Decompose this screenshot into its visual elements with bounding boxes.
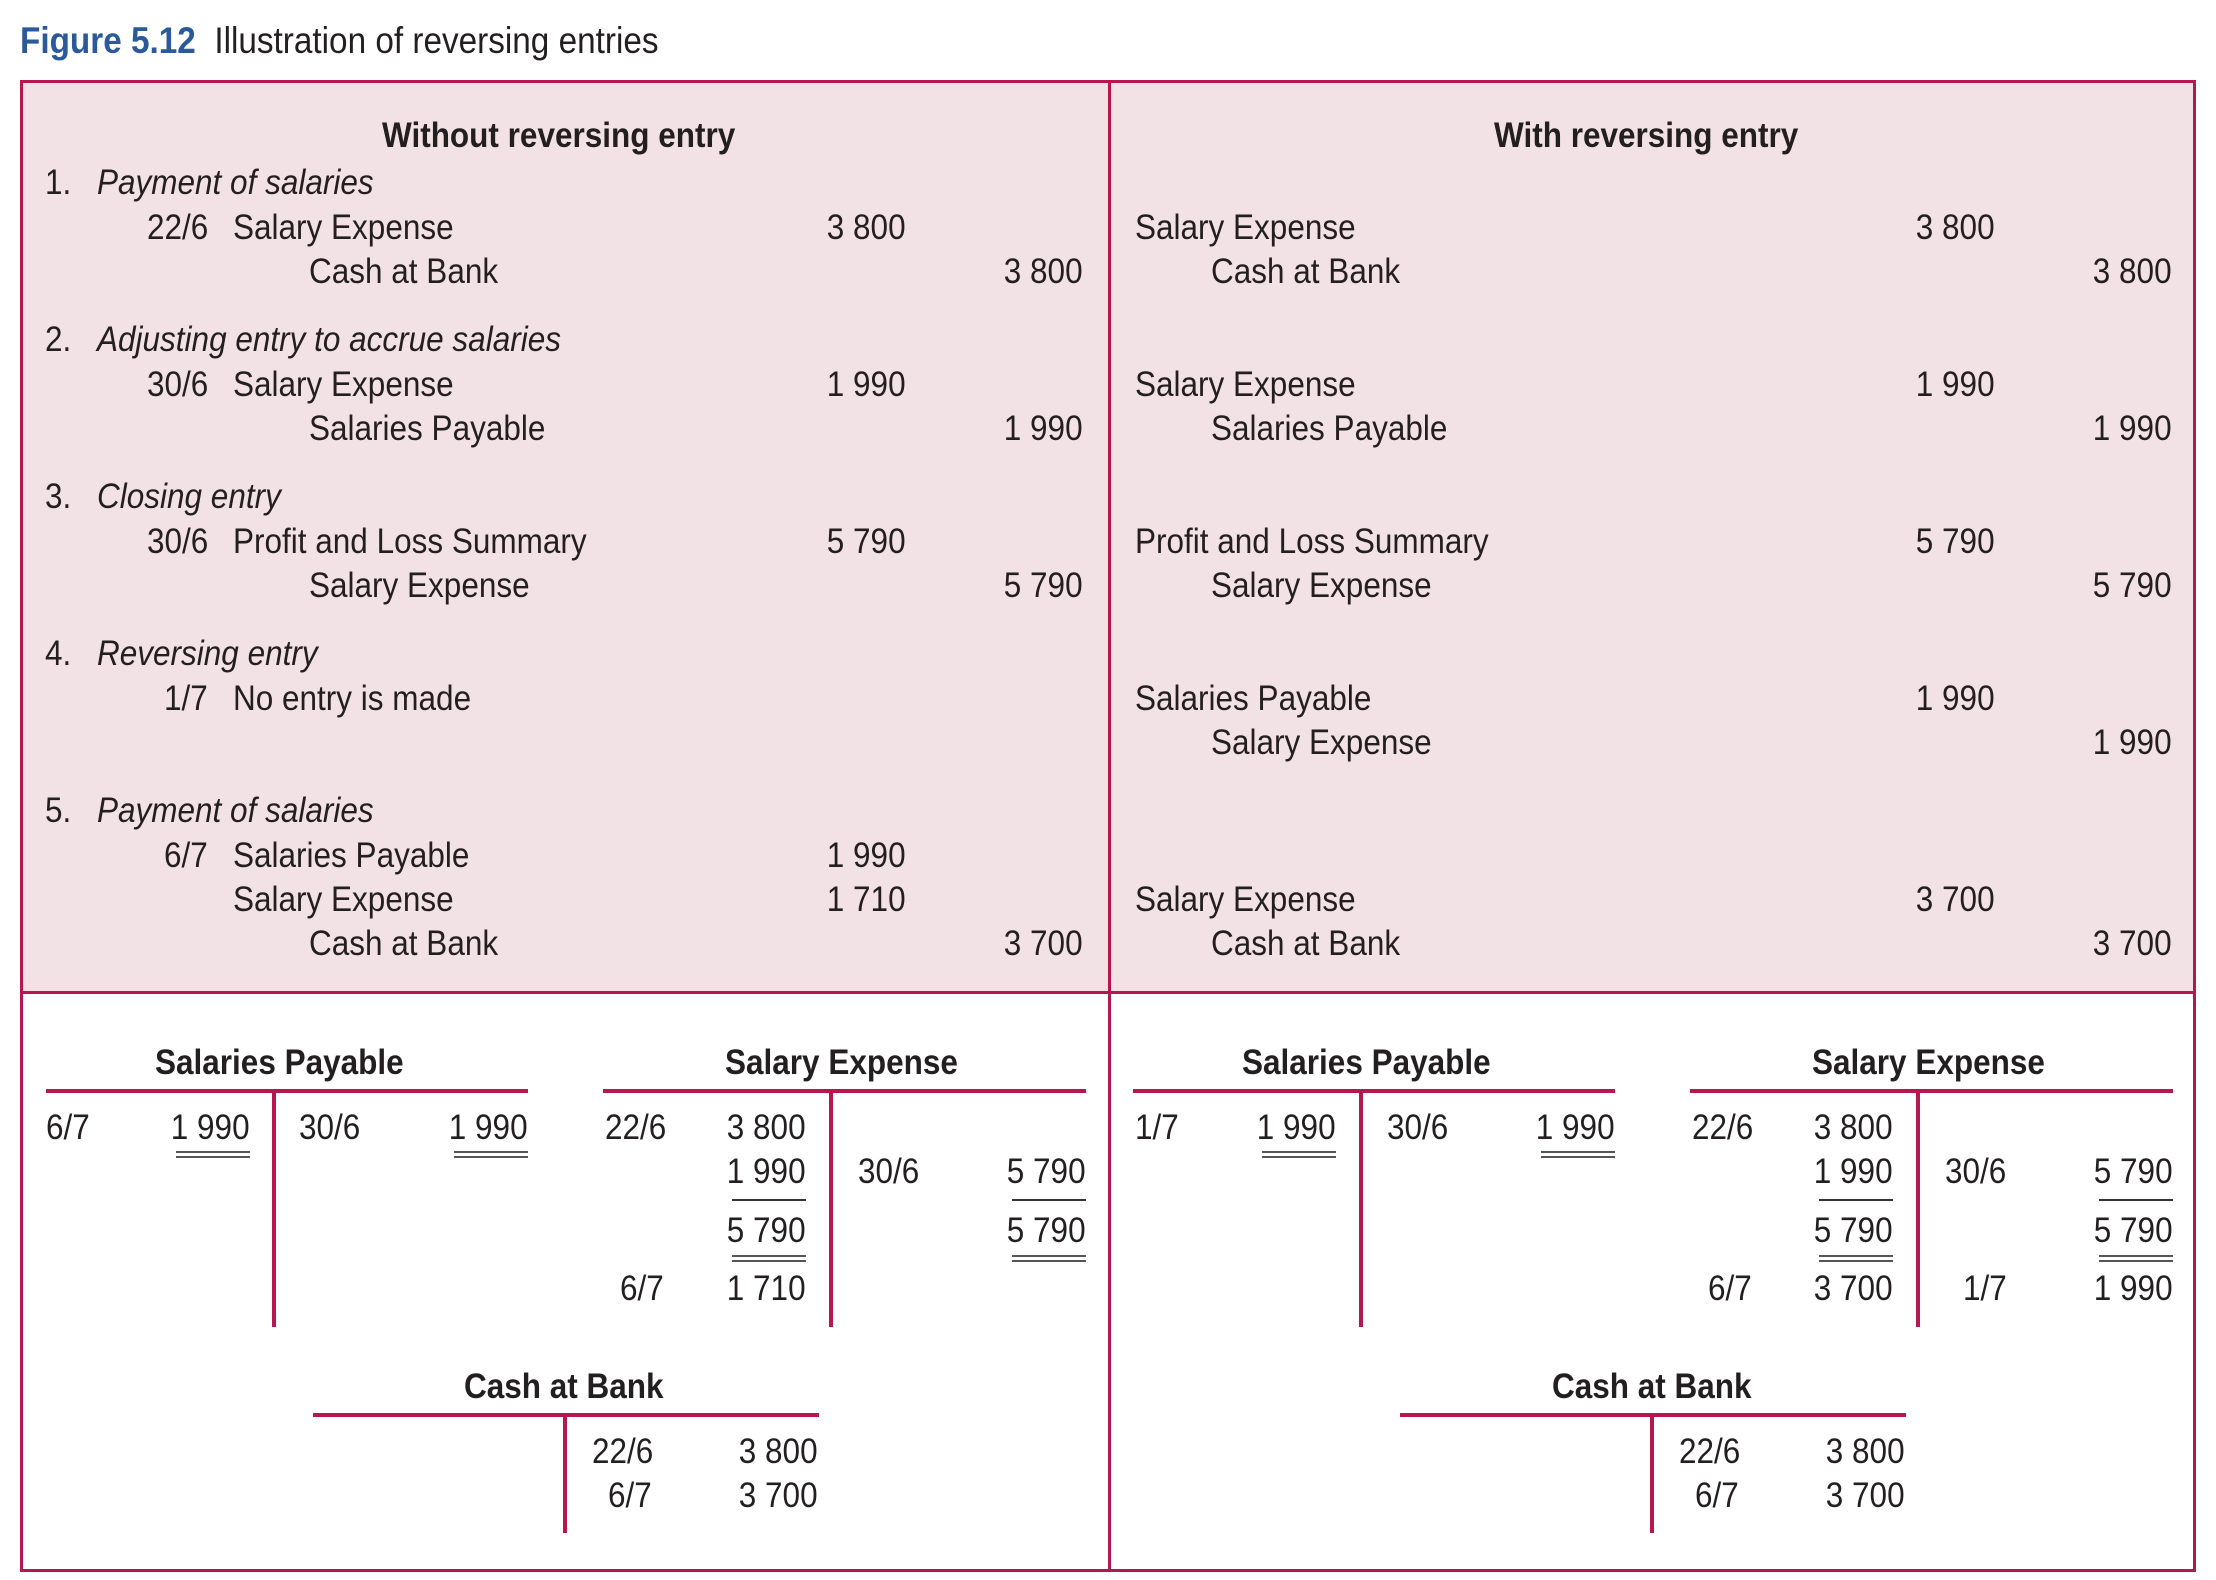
- entry-account: Cash at Bank: [309, 924, 499, 963]
- ledger-amount: 3 700: [739, 1476, 818, 1515]
- t-account-stem: [1916, 1089, 1920, 1327]
- entry-credit: 1 990: [2093, 723, 2172, 762]
- entry-credit: 3 700: [1004, 924, 1083, 963]
- ledger-date: 1/7: [1135, 1108, 1179, 1147]
- section-divider: [20, 991, 2196, 994]
- right-heading: With reversing entry: [1494, 116, 1799, 155]
- entry-account: Cash at Bank: [309, 252, 499, 291]
- entry-account: Salaries Payable: [233, 836, 470, 875]
- ledger-date: 22/6: [605, 1108, 667, 1147]
- ledger-date: 6/7: [1708, 1269, 1752, 1308]
- entry-account: Salary Expense: [309, 566, 530, 605]
- ledger-amount: 1 990: [1257, 1108, 1336, 1147]
- ledger-amount: 1 990: [449, 1108, 528, 1147]
- ledger-amount: 1 990: [727, 1152, 806, 1191]
- ledger-date: 30/6: [299, 1108, 361, 1147]
- double-underline: [176, 1151, 250, 1158]
- entry-account: Salary Expense: [1135, 880, 1356, 919]
- double-underline: [1541, 1151, 1615, 1158]
- ledger-title: Salary Expense: [725, 1043, 958, 1082]
- ledger-total: 5 790: [1007, 1211, 1086, 1250]
- step-title: Closing entry: [97, 477, 281, 516]
- entry-credit: 3 700: [2093, 924, 2172, 963]
- t-account-top: [603, 1089, 1086, 1093]
- entry-account: Salary Expense: [233, 880, 454, 919]
- step-number: 1.: [45, 163, 72, 202]
- figure-caption: [20, 20, 659, 62]
- ledger-date: 1/7: [1963, 1269, 2007, 1308]
- entry-account: Salary Expense: [1135, 365, 1356, 404]
- entry-debit: 3 800: [827, 208, 906, 247]
- step-number: 5.: [45, 791, 72, 830]
- double-underline: [1012, 1255, 1086, 1262]
- entry-account: Salary Expense: [233, 208, 454, 247]
- ledger-amount: 3 800: [1826, 1432, 1905, 1471]
- entry-debit: 1 990: [1916, 679, 1995, 718]
- double-underline: [1262, 1151, 1336, 1158]
- single-underline: [1819, 1199, 1893, 1201]
- ledger-date: 22/6: [592, 1432, 654, 1471]
- entry-debit: 5 790: [827, 522, 906, 561]
- t-account-top: [1133, 1089, 1615, 1093]
- entry-debit: 5 790: [1916, 522, 1995, 561]
- ledger-amount: 1 990: [171, 1108, 250, 1147]
- t-account-stem: [563, 1413, 567, 1533]
- t-account-stem: [1650, 1413, 1654, 1533]
- ledger-amount: 3 800: [727, 1108, 806, 1147]
- t-account-top: [1690, 1089, 2173, 1093]
- entry-date: 22/6: [147, 208, 209, 247]
- t-account-top: [46, 1089, 528, 1093]
- double-underline: [454, 1151, 528, 1158]
- entry-account: No entry is made: [233, 679, 472, 718]
- entry-account: Salaries Payable: [1135, 679, 1372, 718]
- ledger-amount: 3 800: [1814, 1108, 1893, 1147]
- entry-date: 30/6: [147, 365, 209, 404]
- double-underline: [732, 1255, 806, 1262]
- entry-credit: 3 800: [1004, 252, 1083, 291]
- entry-account: Salaries Payable: [309, 409, 546, 448]
- ledger-title: Cash at Bank: [1552, 1367, 1752, 1406]
- entry-credit: 3 800: [2093, 252, 2172, 291]
- step-number: 3.: [45, 477, 72, 516]
- entry-account: Profit and Loss Summary: [1135, 522, 1489, 561]
- single-underline: [732, 1199, 806, 1201]
- t-account-stem: [829, 1089, 833, 1327]
- ledger-amount: 5 790: [1007, 1152, 1086, 1191]
- ledger-date: 30/6: [1945, 1152, 2007, 1191]
- entry-account: Salary Expense: [1211, 723, 1432, 762]
- step-title: Adjusting entry to accrue salaries: [97, 320, 561, 359]
- ledger-total: 5 790: [1814, 1211, 1893, 1250]
- entry-debit: 3 800: [1916, 208, 1995, 247]
- entry-debit: 1 990: [1916, 365, 1995, 404]
- step-number: 4.: [45, 634, 72, 673]
- ledger-title: Salaries Payable: [1242, 1043, 1491, 1082]
- entry-account: Cash at Bank: [1211, 924, 1401, 963]
- entry-date: 1/7: [164, 679, 208, 718]
- center-divider: [1108, 80, 1111, 1572]
- step-title: Payment of salaries: [97, 163, 374, 202]
- entry-debit: 3 700: [1916, 880, 1995, 919]
- ledger-date: 6/7: [620, 1269, 664, 1308]
- ledger-title: Cash at Bank: [464, 1367, 664, 1406]
- ledger-amount: 1 990: [2094, 1269, 2173, 1308]
- figure-title: Illustration of reversing entries: [214, 20, 659, 61]
- entry-account: Salary Expense: [1211, 566, 1432, 605]
- entry-debit: 1 990: [827, 365, 906, 404]
- ledger-amount: 1 990: [1536, 1108, 1615, 1147]
- left-heading: Without reversing entry: [382, 116, 736, 155]
- step-number: 2.: [45, 320, 72, 359]
- ledger-amount: 1 710: [727, 1269, 806, 1308]
- entry-credit: 5 790: [2093, 566, 2172, 605]
- entry-debit: 1 990: [827, 836, 906, 875]
- ledger-date: 22/6: [1692, 1108, 1754, 1147]
- single-underline: [2099, 1199, 2173, 1201]
- double-underline: [1819, 1255, 1893, 1262]
- ledger-date: 30/6: [858, 1152, 920, 1191]
- ledger-date: 6/7: [1695, 1476, 1739, 1515]
- entry-account: Salaries Payable: [1211, 409, 1448, 448]
- entry-account: Cash at Bank: [1211, 252, 1401, 291]
- ledger-date: 22/6: [1679, 1432, 1741, 1471]
- ledger-total: 5 790: [2094, 1211, 2173, 1250]
- entry-account: Salary Expense: [233, 365, 454, 404]
- ledger-title: Salary Expense: [1812, 1043, 2045, 1082]
- entry-date: 6/7: [164, 836, 208, 875]
- ledger-amount: 3 700: [1826, 1476, 1905, 1515]
- ledger-date: 30/6: [1387, 1108, 1449, 1147]
- entry-account: Salary Expense: [1135, 208, 1356, 247]
- double-underline: [2099, 1255, 2173, 1262]
- ledger-amount: 3 800: [739, 1432, 818, 1471]
- t-account-stem: [272, 1089, 276, 1327]
- t-account-stem: [1359, 1089, 1363, 1327]
- step-title: Payment of salaries: [97, 791, 374, 830]
- entry-date: 30/6: [147, 522, 209, 561]
- entry-credit: 1 990: [2093, 409, 2172, 448]
- entry-credit: 5 790: [1004, 566, 1083, 605]
- single-underline: [1012, 1199, 1086, 1201]
- ledger-date: 6/7: [608, 1476, 652, 1515]
- step-title: Reversing entry: [97, 634, 318, 673]
- ledger-title: Salaries Payable: [155, 1043, 404, 1082]
- ledger-amount: 1 990: [1814, 1152, 1893, 1191]
- ledger-amount: 3 700: [1814, 1269, 1893, 1308]
- figure-number: Figure 5.12: [20, 20, 196, 61]
- ledger-total: 5 790: [727, 1211, 806, 1250]
- entry-debit: 1 710: [827, 880, 906, 919]
- entry-credit: 1 990: [1004, 409, 1083, 448]
- ledger-amount: 5 790: [2094, 1152, 2173, 1191]
- entry-account: Profit and Loss Summary: [233, 522, 587, 561]
- ledger-date: 6/7: [46, 1108, 90, 1147]
